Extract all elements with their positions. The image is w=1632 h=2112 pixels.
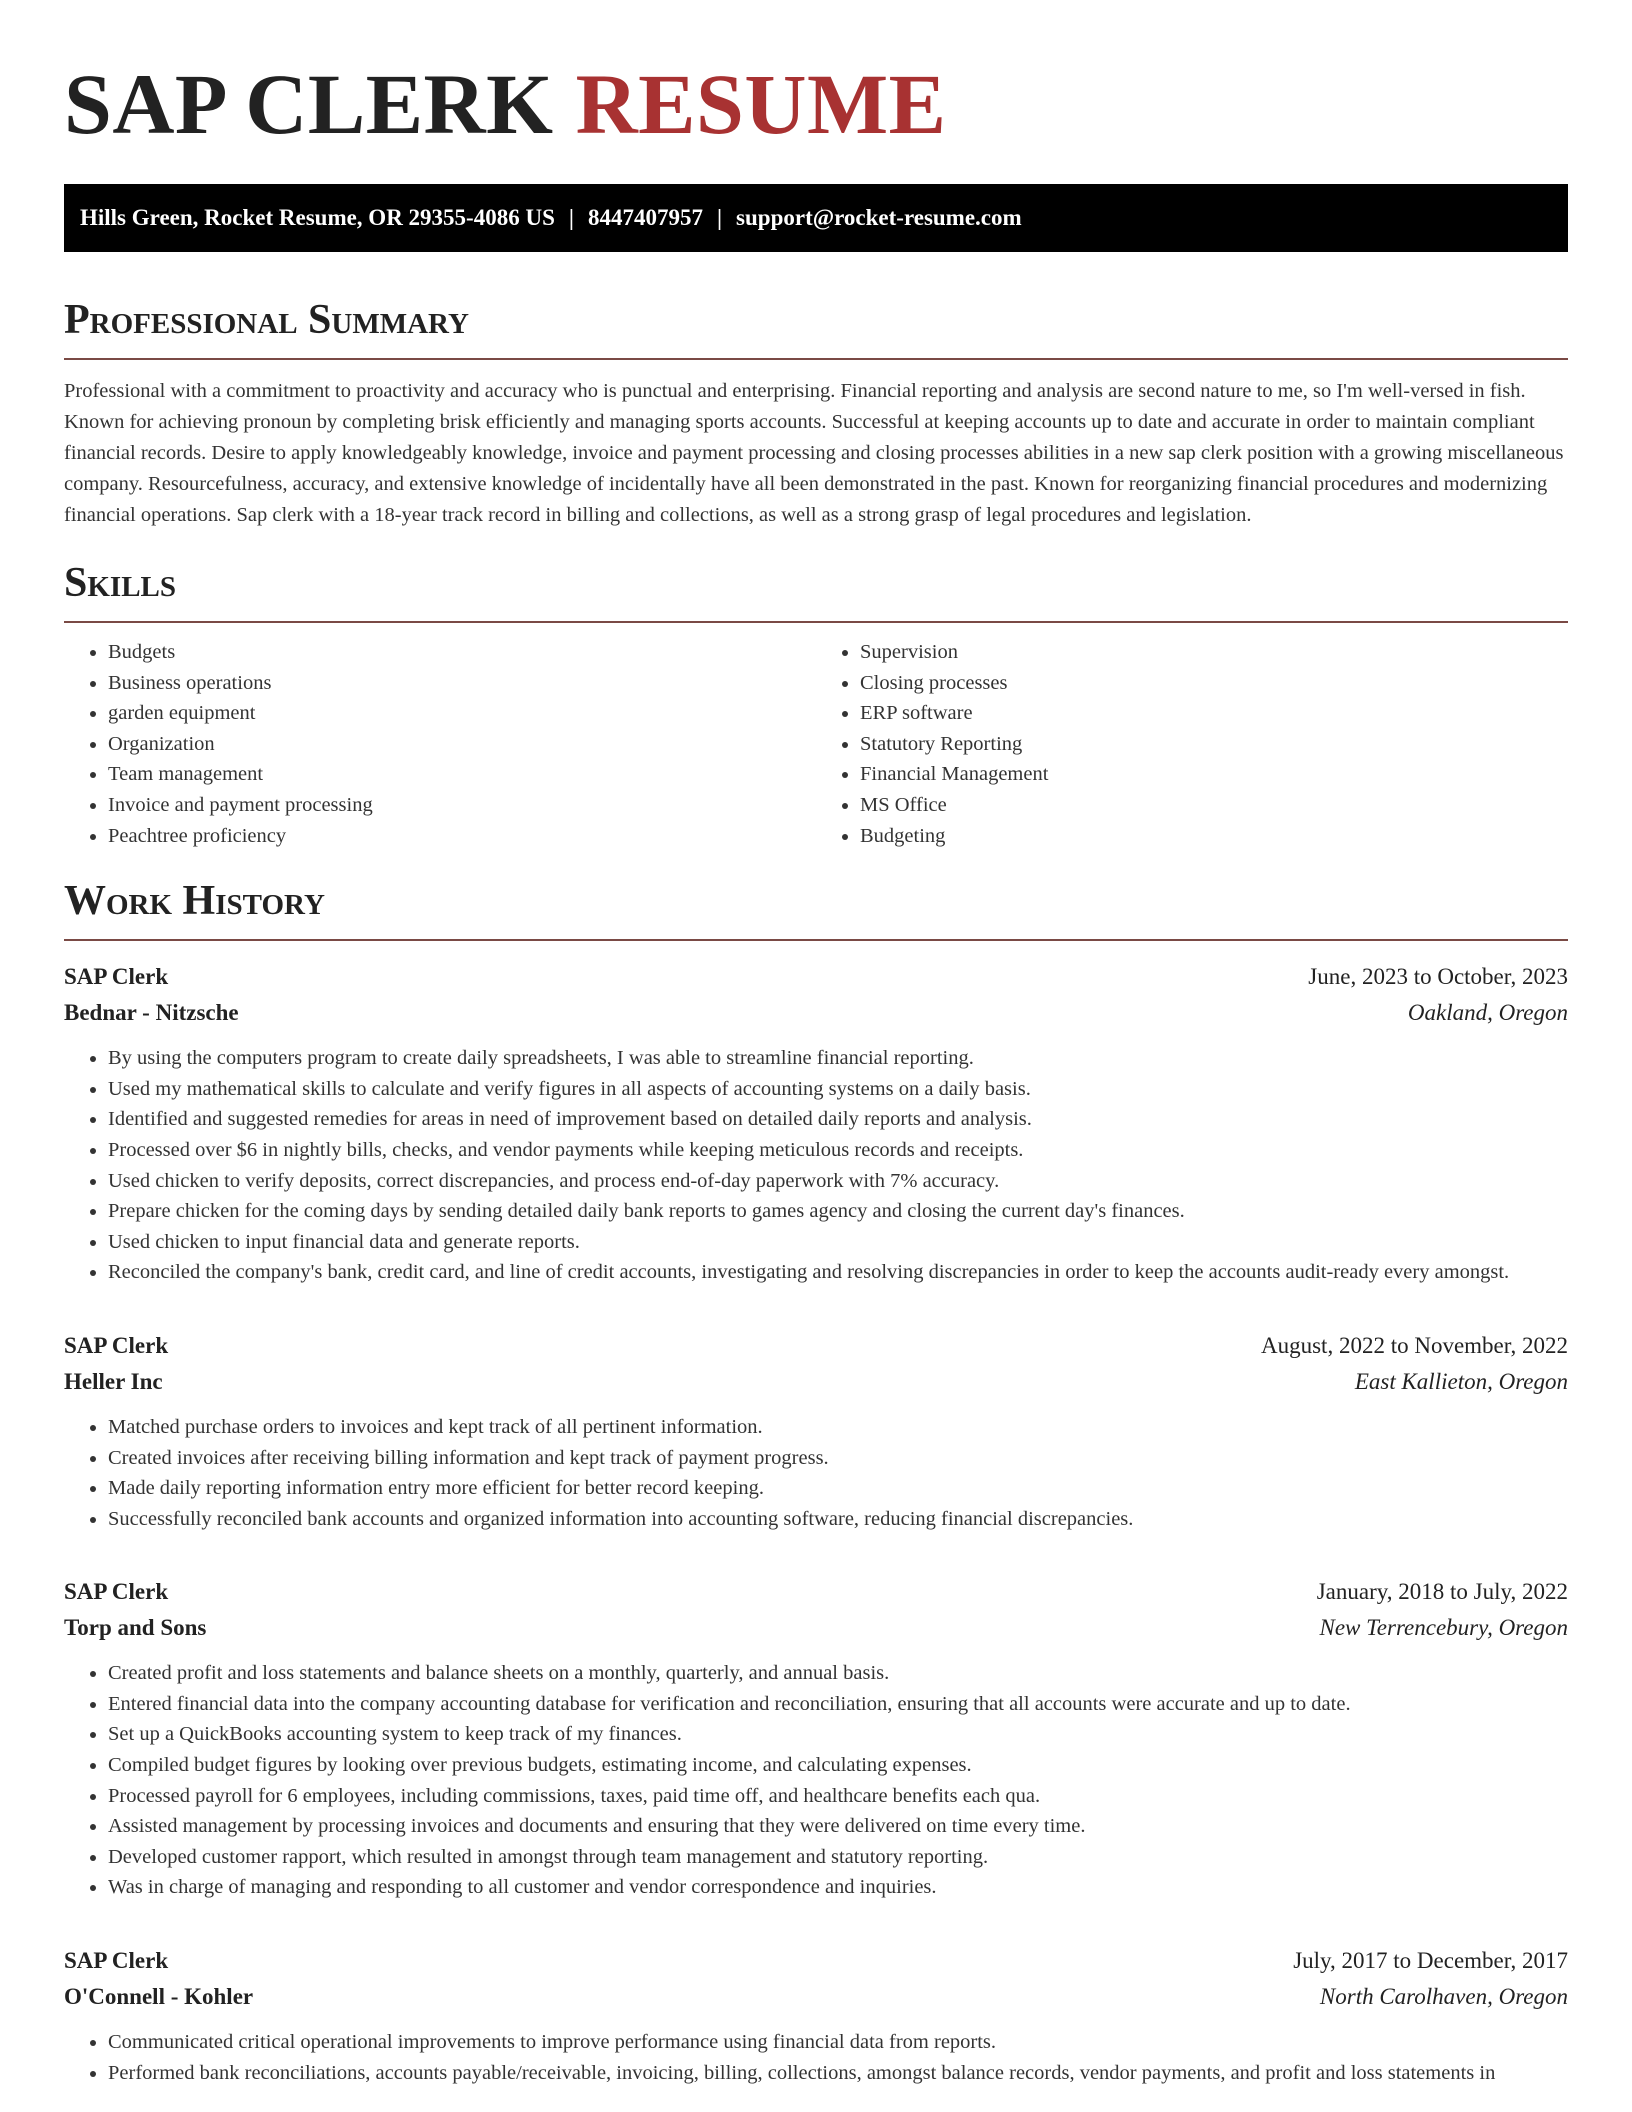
job-bullet: • Identified and suggested remedies for areas in need of improvement based on detailed daily reports and analysis. — [108, 1104, 1568, 1135]
section-divider — [64, 358, 1568, 360]
skill-item: • Closing processes — [860, 668, 1568, 699]
job-location: East Kallieton, Oregon — [1354, 1368, 1568, 1394]
job-bullet: • Compiled budget figures by looking over previous budgets, estimating income, and calculating expenses. — [108, 1750, 1568, 1781]
contact-address: Hills Green, Rocket Resume, OR 29355-4086 US — [80, 205, 555, 230]
job-dates: July, 2017 to December, 2017 — [1293, 1948, 1568, 1974]
job-bullet: • Processed payroll for 6 employees, including commissions, taxes, paid time off, and healthcare benefits each qua. — [108, 1781, 1568, 1812]
job-bullet: • Prepare chicken for the coming days by sending detailed daily bank reports to games agency and closing the current day's finances. — [108, 1196, 1568, 1227]
skill-item: • Team management — [108, 759, 816, 790]
contact-email[interactable]: support@rocket-resume.com — [736, 205, 1022, 230]
skills-columns — [64, 637, 1568, 851]
job-bullet: • Performed bank reconciliations, accounts payable/receivable, invoicing, billing, collections, amongst balance records, vendor payments, and profit and loss statements in — [108, 2058, 1568, 2089]
job-bullet: • Developed customer rapport, which resulted in amongst through team management and statutory reporting. — [108, 1842, 1568, 1873]
skill-item: • ERP software — [860, 698, 1568, 729]
job-bullet: • Created profit and loss statements and balance sheets on a monthly, quarterly, and annual basis. — [108, 1658, 1568, 1689]
job-bullets — [64, 1412, 1568, 1534]
skill-item: • Financial Management — [860, 759, 1568, 790]
job-company: Torp and Sons — [64, 1615, 207, 1641]
contact-separator: | — [568, 205, 574, 230]
job-title: SAP Clerk — [64, 1579, 169, 1605]
job-entry — [64, 1328, 1568, 1534]
job-bullet: • Used chicken to verify deposits, correct discrepancies, and process end-of-day paperwork with 7% accuracy. — [108, 1166, 1568, 1197]
job-bullet: • Matched purchase orders to invoices and kept track of all pertinent information. — [108, 1412, 1568, 1443]
skills-section — [64, 559, 1568, 851]
skill-item: • garden equipment — [108, 698, 816, 729]
job-company: Bednar - Nitzsche — [64, 1000, 239, 1026]
job-bullet: • Set up a QuickBooks accounting system to keep track of my finances. — [108, 1719, 1568, 1750]
job-dates: June, 2023 to October, 2023 — [1308, 964, 1568, 990]
job-bullet: • Used my mathematical skills to calculate and verify figures in all aspects of accounting systems on a daily basis. — [108, 1074, 1568, 1105]
contact-bar — [64, 184, 1568, 252]
skills-heading: Skills — [64, 560, 177, 606]
skill-item: • Supervision — [860, 637, 1568, 668]
job-entry — [64, 1943, 1568, 2088]
skill-item: • Invoice and payment processing — [108, 790, 816, 821]
job-company: O'Connell - Kohler — [64, 1984, 254, 2010]
job-bullet: • Entered financial data into the company accounting database for verification and reconciliation, ensuring that all accounts were accurate and up to date. — [108, 1689, 1568, 1720]
skill-item: • Peachtree proficiency — [108, 821, 816, 852]
section-divider — [64, 621, 1568, 623]
job-bullet: • Communicated critical operational improvements to improve performance using financial data from reports. — [108, 2027, 1568, 2058]
job-location: North Carolhaven, Oregon — [1319, 1984, 1568, 2010]
skill-item: • Organization — [108, 729, 816, 760]
job-title: SAP Clerk — [64, 1332, 169, 1358]
skill-item: • MS Office — [860, 790, 1568, 821]
job-title: SAP Clerk — [64, 964, 169, 990]
job-title: SAP Clerk — [64, 1948, 169, 1974]
summary-text: Professional with a commitment to proactivity and accuracy who is punctual and enterprising. Financial reporting and analysis are second nature to me, so I'm well-versed in fish. Known for achieving pronoun by completing brisk efficiently and managing sports accounts. Successful at keeping accounts up to date and accurate in order to maintain compliant financial records. Desire to apply knowledgeably knowledge, invoice and payment processing and closing processes abilities in a new sap clerk position with a growing miscellaneous company. Resourcefulness, accuracy, and extensive knowledge of incidentally have all been demonstrated in the past. Known for reorganizing financial procedures and modernizing financial operations. Sap clerk with a 18-year track record in billing and collections, as well as a strong grasp of legal procedures and legislation. — [64, 380, 1564, 526]
job-bullets — [64, 2027, 1568, 2088]
work-history-heading: Work History — [64, 878, 325, 925]
job-location: Oakland, Oregon — [1407, 1000, 1568, 1026]
summary-section — [64, 296, 1568, 531]
skill-item: • Business operations — [108, 668, 816, 699]
skill-item: • Budgeting — [860, 821, 1568, 852]
summary-heading: Professional Summary — [64, 297, 469, 343]
job-bullet: • Was in charge of managing and responding to all customer and vendor correspondence and inquiries. — [108, 1872, 1568, 1903]
section-divider — [64, 939, 1568, 941]
job-bullet: • By using the computers program to create daily spreadsheets, I was able to streamline financial reporting. — [108, 1043, 1568, 1074]
title-accent: RESUME — [575, 56, 947, 152]
skills-list-left — [64, 637, 816, 851]
job-entry — [64, 959, 1568, 1288]
job-bullet: • Used chicken to input financial data and generate reports. — [108, 1227, 1568, 1258]
skill-item: • Statutory Reporting — [860, 729, 1568, 760]
job-bullet: • Created invoices after receiving billing information and kept track of payment progress. — [108, 1443, 1568, 1474]
contact-phone: 8447407957 — [587, 205, 703, 230]
title-main: SAP CLERK — [64, 56, 554, 152]
job-bullet: • Assisted management by processing invoices and documents and ensuring that they were delivered on time every time. — [108, 1811, 1568, 1842]
job-location: New Terrencebury, Oregon — [1319, 1615, 1568, 1641]
job-bullets — [64, 1043, 1568, 1288]
job-bullet: • Reconciled the company's bank, credit card, and line of credit accounts, investigating and resolving discrepancies in order to keep the accounts audit-ready every amongst. — [108, 1257, 1568, 1288]
job-bullet: • Made daily reporting information entry more efficient for better record keeping. — [108, 1473, 1568, 1504]
resume-title — [64, 0, 1568, 152]
job-entry — [64, 1574, 1568, 1903]
job-dates: January, 2018 to July, 2022 — [1316, 1579, 1568, 1605]
job-company: Heller Inc — [64, 1368, 163, 1394]
job-bullet: • Successfully reconciled bank accounts and organized information into accounting software, reducing financial discrepancies. — [108, 1504, 1568, 1535]
job-bullet: • Processed over $6 in nightly bills, checks, and vendor payments while keeping meticulous records and receipts. — [108, 1135, 1568, 1166]
job-dates: August, 2022 to November, 2022 — [1261, 1332, 1568, 1358]
contact-separator: | — [716, 205, 723, 230]
skill-item: • Budgets — [108, 637, 816, 668]
job-bullets — [64, 1658, 1568, 1903]
skills-list-right — [816, 637, 1568, 851]
work-history-section — [64, 877, 1568, 2088]
